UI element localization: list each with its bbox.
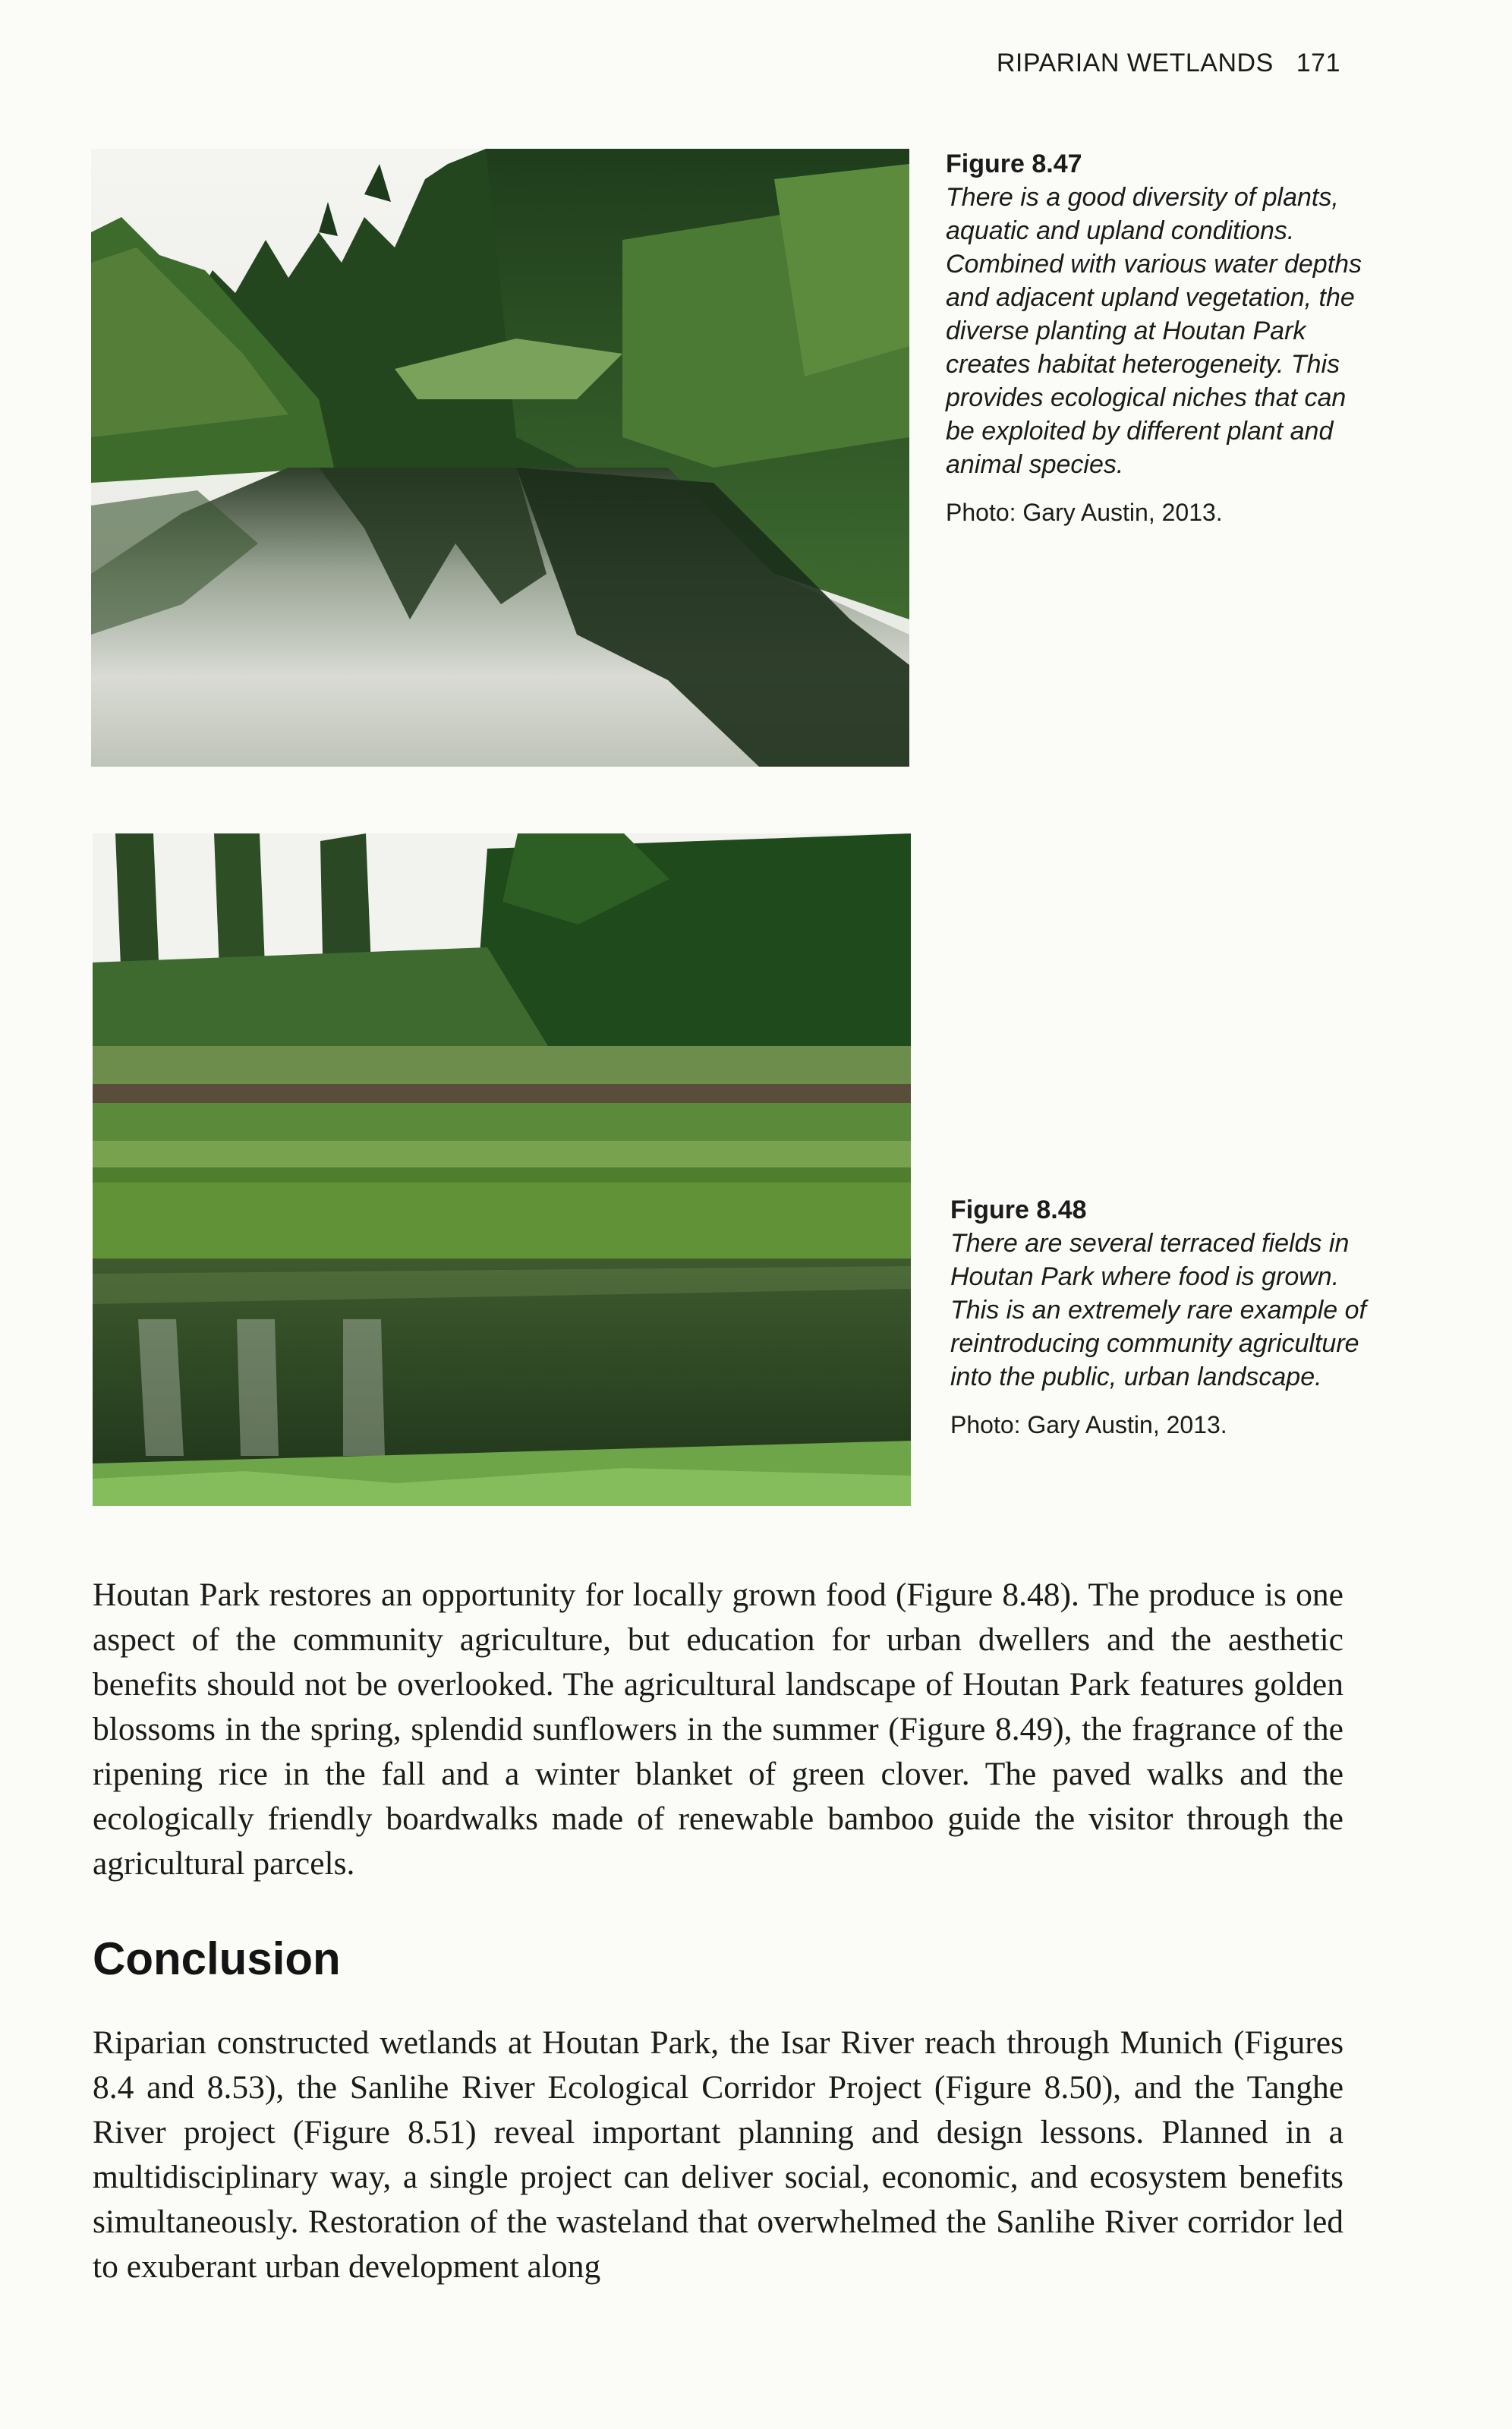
page-number: 171	[1296, 49, 1340, 77]
figure-number: Figure 8.47	[946, 150, 1082, 178]
figure-8-47-caption	[946, 147, 1371, 528]
figure-8-48-caption	[950, 1193, 1375, 1441]
figure-8-47-photo	[91, 149, 909, 767]
figure-8-48-photo	[93, 833, 911, 1506]
photo-credit: Photo: Gary Austin, 2013.	[946, 499, 1223, 526]
terraced-fields-image	[93, 833, 911, 1506]
wetland-channel-image	[91, 149, 909, 767]
photo-credit: Photo: Gary Austin, 2013.	[950, 1411, 1227, 1438]
running-title: RIPARIAN WETLANDS	[996, 49, 1274, 77]
section-heading: Conclusion	[93, 1933, 341, 1984]
figure-number: Figure 8.48	[950, 1196, 1087, 1224]
body-paragraph: Riparian constructed wetlands at Houtan Park, the Isar River reach through Munich (Figures 8.4 and 8.53), the Sanlihe River Ecological Corridor Project (Figure 8.50), and the Tanghe River project (Figure 8.51) reveal important planning and design lessons. Planned in a multidisciplinary way, a single project can deliver social, economic, and ecosystem benefits simultaneously. Restoration of the wasteland that overwhelmed the Sanlihe River corridor led to exuberant urban development along	[93, 2024, 1343, 2285]
caption-text: There is a good diversity of plants, aquatic and upland conditions. Combined with various water depths and adjacent upland vegetation, the diverse planting at Houtan Park creates habitat heterogeneity. This provides ecological niches that can be exploited by different plant and animal species.	[946, 183, 1362, 479]
caption-text: There are several terraced fields in Houtan Park where food is grown. This is an extremely rare example of reintroducing community agriculture into the public, urban landscape.	[950, 1229, 1366, 1391]
body-paragraph: Houtan Park restores an opportunity for locally grown food (Figure 8.48). The produce is one aspect of the community agriculture, but education for urban dwellers and the aesthetic benefits should not be overlooked. The agricultural landscape of Houtan Park features golden blossoms in the spring, splendid sunflowers in the summer (Figure 8.49), the fragrance of the ripening rice in the fall and a winter blanket of green clover. The paved walks and the ecologically friendly boardwalks made of renewable bamboo guide the visitor through the agricultural parcels.	[93, 1577, 1343, 1882]
running-head	[997, 49, 1340, 78]
